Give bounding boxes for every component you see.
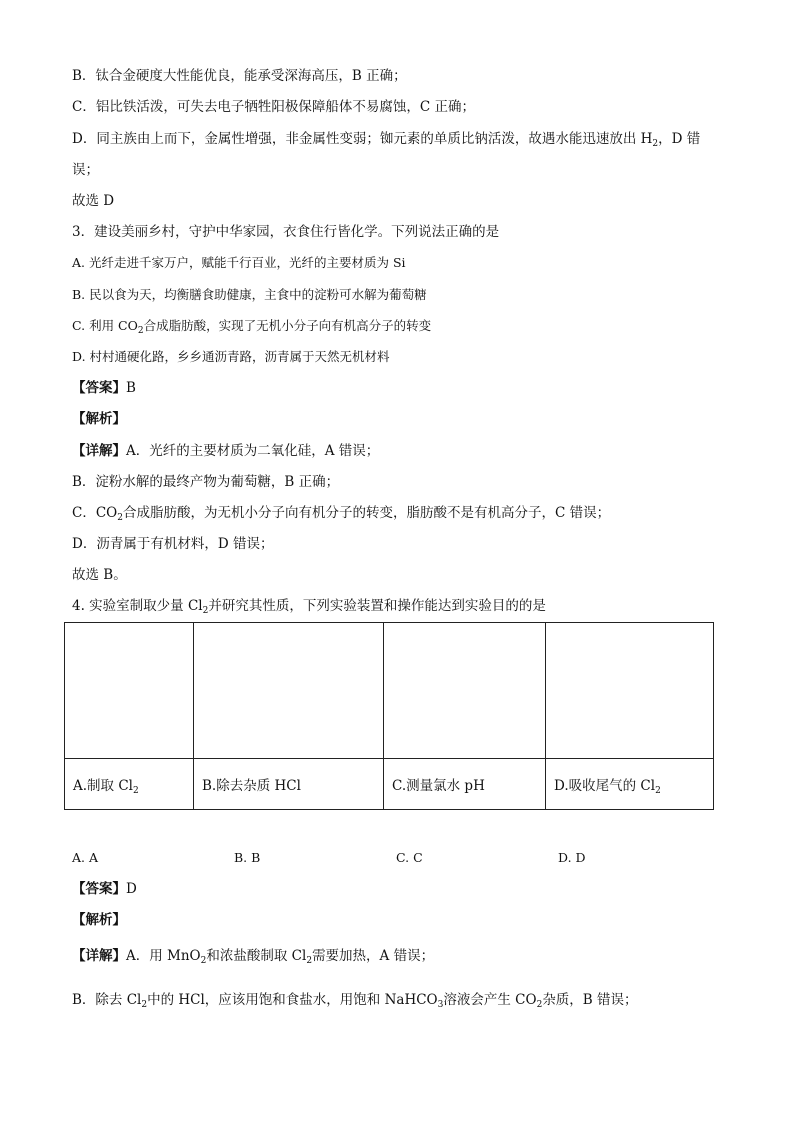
q4-stem-post: 并研究其性质，下列实验装置和操作能达到实验目的的是	[208, 598, 546, 614]
q3-detail-c-sub: 2	[117, 513, 123, 523]
apparatus-image-b	[194, 623, 384, 759]
q4-choice-d: D. D	[558, 850, 586, 865]
q3-option-c	[72, 316, 431, 336]
q4-stem	[72, 596, 546, 616]
q3-answer-value: B	[126, 380, 136, 396]
q4-stem-pre: 4. 实验室制取少量 Cl	[72, 598, 203, 614]
q4-analysis-tag: 【解析】	[72, 912, 126, 928]
apparatus-image-c	[384, 623, 546, 759]
q2-option-d-continuation: 误；	[72, 162, 99, 178]
q3-answer-tag: 【答案】	[72, 380, 126, 396]
q3-detail-a	[72, 441, 379, 461]
q2-d-tail: ，D 错	[658, 131, 701, 147]
apparatus-image-d	[546, 623, 714, 759]
q3-analysis-tag: 【解析】	[72, 411, 126, 427]
q2-option-d-text	[72, 129, 700, 149]
q2-option-b-text: B．钛合金硬度大性能优良，能承受深海高压，B 正确；	[72, 68, 407, 84]
q3-stem: 3．建设美丽乡村，守护中华家园，衣食住行皆化学。下列说法正确的是	[72, 224, 500, 240]
q4-detail-b: B．除去 $Cl_2$中的 HCl，应该用饱和食盐水，用饱和 NaHCO$_3$溶液会产生 $CO_2$杂质，B 错误；	[72, 992, 638, 1010]
apparatus-image-row	[65, 623, 714, 759]
apparatus-caption-a: A.制取 $Cl_2$	[65, 759, 194, 810]
q4-stem-sub: 2	[202, 606, 209, 616]
q4-answer-value: D	[126, 881, 137, 897]
apparatus-image-a	[65, 623, 194, 759]
q2-d-sub: 2	[652, 139, 659, 149]
apparatus-table	[64, 622, 714, 810]
q4-answer-tag: 【答案】	[72, 881, 126, 897]
q4-detail-tag: 【详解】	[72, 948, 126, 964]
q2-conclusion: 故选 D	[72, 193, 115, 209]
q4-choice-c: C. C	[396, 850, 423, 865]
q2-option-c-text: C．铝比铁活泼，可失去电子牺牲阳极保障船体不易腐蚀，C 正确；	[72, 99, 475, 115]
q3-c-post: 合成脂肪酸，实现了无机小分子向有机高分子的转变	[143, 318, 432, 333]
q3-conclusion: 故选 B。	[72, 567, 127, 583]
q3-c-sub: 2	[137, 326, 144, 336]
apparatus-caption-d: D.吸收尾气的 $Cl_2$	[546, 759, 714, 810]
apparatus-caption-c: C.测量氯水 pH	[384, 759, 546, 810]
q4-choice-a: A. A	[72, 850, 99, 865]
q3-detail-c-post: 合成脂肪酸，为无机小分子向有机分子的转变，脂肪酸不是有机高分子，C 错误；	[122, 505, 611, 521]
q3-c-pre: C. 利用 CO	[72, 318, 138, 333]
q4-detail-a: 【详解】A．用 MnO$_2$和浓盐酸制取 $Cl_2$需要加热，A 错误；	[72, 948, 435, 966]
q3-detail-c	[72, 503, 610, 523]
q3-option-b: B. 民以食为天，均衡膳食助健康，主食中的淀粉可水解为葡萄糖	[72, 287, 427, 302]
q2-d-line1: D．同主族由上而下，金属性增强，非金属性变弱；铷元素的单质比钠活泼，故遇水能迅速放出 H	[72, 131, 653, 147]
q3-detail-c-pre: C．CO	[72, 505, 118, 521]
q3-detail-a-text: A．光纤的主要材质为二氧化硅，A 错误；	[126, 443, 380, 459]
q4-answer	[72, 879, 137, 899]
q4-choice-b: B. B	[234, 850, 261, 865]
q3-detail-d: D．沥青属于有机材料，D 错误；	[72, 536, 274, 552]
apparatus-caption-b: B.除去杂质 HCl	[194, 759, 384, 810]
q3-option-a: A. 光纤走进千家万户，赋能千行百业，光纤的主要材质为 Si	[72, 255, 406, 270]
apparatus-caption-row	[65, 759, 714, 810]
q3-detail-b: B．淀粉水解的最终产物为葡萄糖，B 正确；	[72, 474, 340, 490]
q3-answer	[72, 378, 136, 398]
q3-option-d: D. 村村通硬化路，乡乡通沥青路，沥青属于天然无机材料	[72, 349, 390, 364]
q3-detail-tag: 【详解】	[72, 443, 126, 459]
